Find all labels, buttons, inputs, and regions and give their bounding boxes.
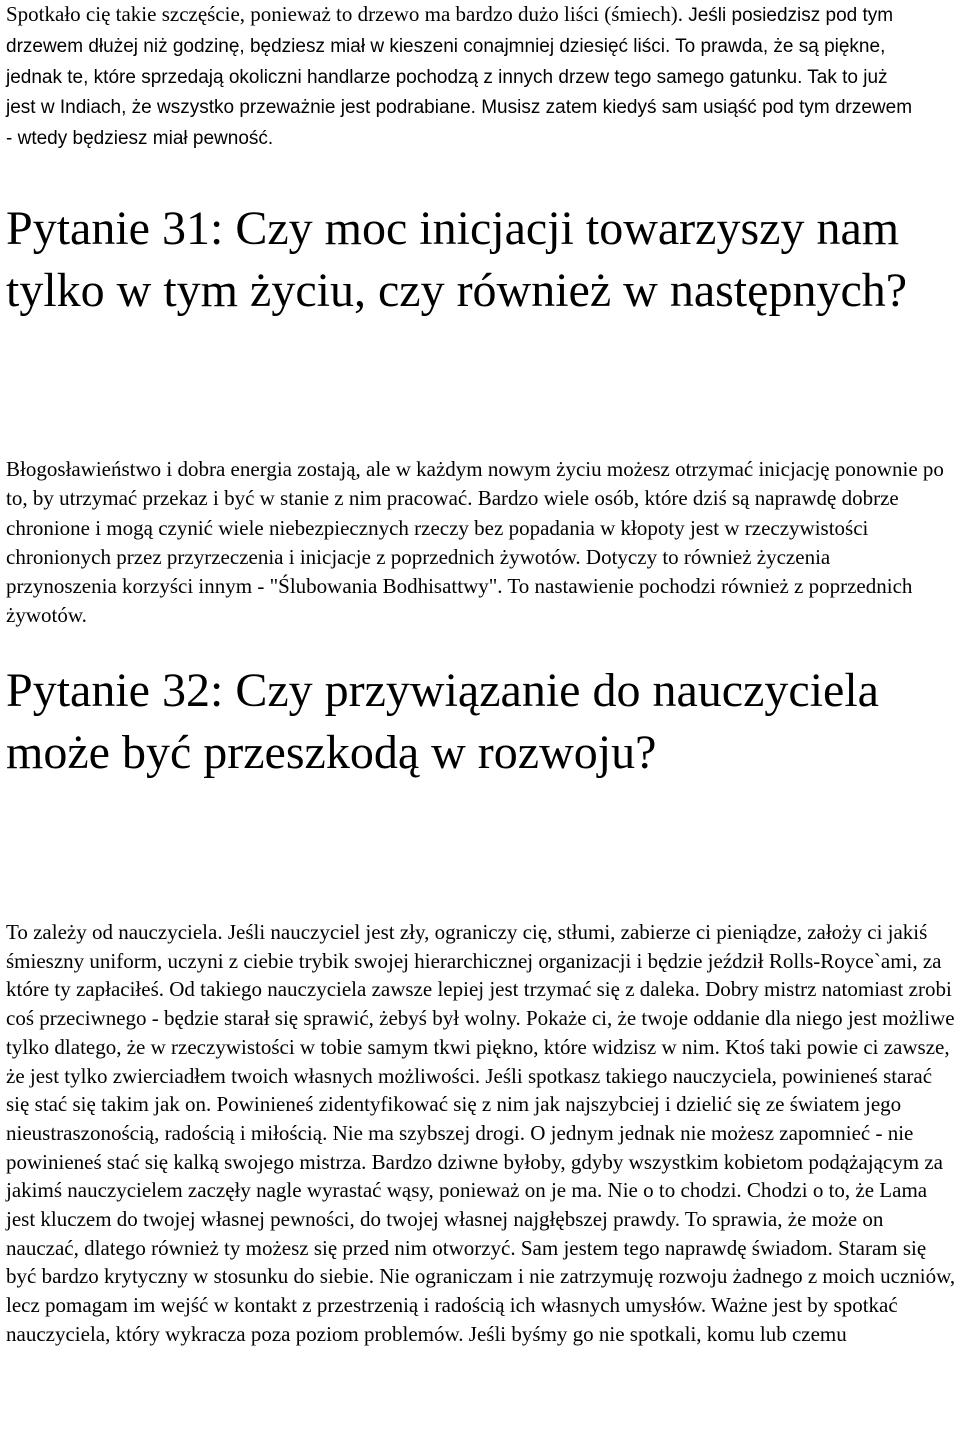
question-32-heading: Pytanie 32: Czy przywiązanie do nauczyciela może być przeszkodą w rozwoju? [6, 664, 879, 779]
question-31-heading: Pytanie 31: Czy moc inicjacji towarzyszy nam tylko w tym życiu, czy również w następnych? [6, 202, 908, 317]
intro-paragraph [6, 0, 921, 154]
intro-rest-text: Jeśli posiedzisz pod tym drzewem dłużej niż godzinę, będziesz miał w kieszeni conajmniej dziesięć liści. To prawda, że są piękne, jednak te, które sprzedają okoliczni handlarze pochodzą z innych drzew tego samego gatunku. Tak to już jest w Indiach, że wszystko przeważnie jest podrabiane. Musisz zatem kiedyś sam usiąść pod tym drzewem - wtedy będziesz miał pewność. [6, 5, 913, 150]
question-31-answer: Błogosławieństwo i dobra energia zostają, ale w każdym nowym życiu możesz otrzymać inicjację ponownie po to, by utrzymać przekaz i być w stanie z nim pracować. Bardzo wiele osób, które dziś są naprawdę dobrze chronione i mogą czynić wiele niebezpiecznych rzeczy bez popadania w kłopoty jest w rzeczywistości chronionych przez przyrzeczenia i inicjacje z poprzednich żywotów. Dotyczy to również życzenia przynoszenia korzyści innym - "Ślubowania Bodhisattwy". To nastawienie pochodzi również z poprzednich żywotów. [6, 457, 944, 628]
intro-lead-text: Spotkało cię takie szczęście, ponieważ to drzewo ma bardzo dużo liści (śmiech). [6, 2, 683, 26]
question-32-answer: To zależy od nauczyciela. Jeśli nauczyciel jest zły, ograniczy cię, stłumi, zabierze ci pieniądze, założy ci jakiś śmieszny uniform, uczyni z ciebie trybik swojej hierarchicznej organizacji i będzie jeździł Rolls-Royce`ami, za które ty zapłaciłeś. Od takiego nauczyciela zawsze lepiej jest trzymać się z daleka. Dobry mistrz natomiast zrobi coś przeciwnego - będzie starał się sprawić, żebyś był wolny. Pokaże ci, że twoje oddanie dla niego jest możliwe tylko dlatego, że w rzeczywistości w tobie samym tkwi piękno, które widzisz w nim. Ktoś taki powie ci zawsze, że jest tylko zwierciadłem twoich własnych możliwości. Jeśli spotkasz takiego nauczyciela, powinieneś starać się stać się takim jak on. Powinieneś zidentyfikować się z nim jak najszybciej i dzielić się ze światem jego nieustraszonością, radością i miłością. Nie ma szybszej drogi. O jednym jednak nie możesz zapomnieć - nie powinieneś stać się kalką swojego mistrza. Bardzo dziwne byłoby, gdyby wszystkim kobietom podążającym za jakimś nauczycielem zaczęły nagle wyrastać wąsy, ponieważ on je ma. Nie o to chodzi. Chodzi o to, że Lama jest kluczem do twojej własnej pewności, do twojej własnej najgłębszej prawdy. To sprawia, że może on nauczać, dlatego również ty możesz się przed nim otworzyć. Sam jestem tego naprawdę świadom. Staram się być bardzo krytyczny w stosunku do siebie. Nie ograniczam i nie zatrzymuję rozwoju żadnego z moich uczniów, lecz pomagam im wejść w kontakt z przestrzenią i radością ich własnych umysłów. Ważne jest by spotkać nauczyciela, który wykracza poza poziom problemów. Jeśli byśmy go nie spotkali, komu lub czemu [6, 920, 956, 1346]
